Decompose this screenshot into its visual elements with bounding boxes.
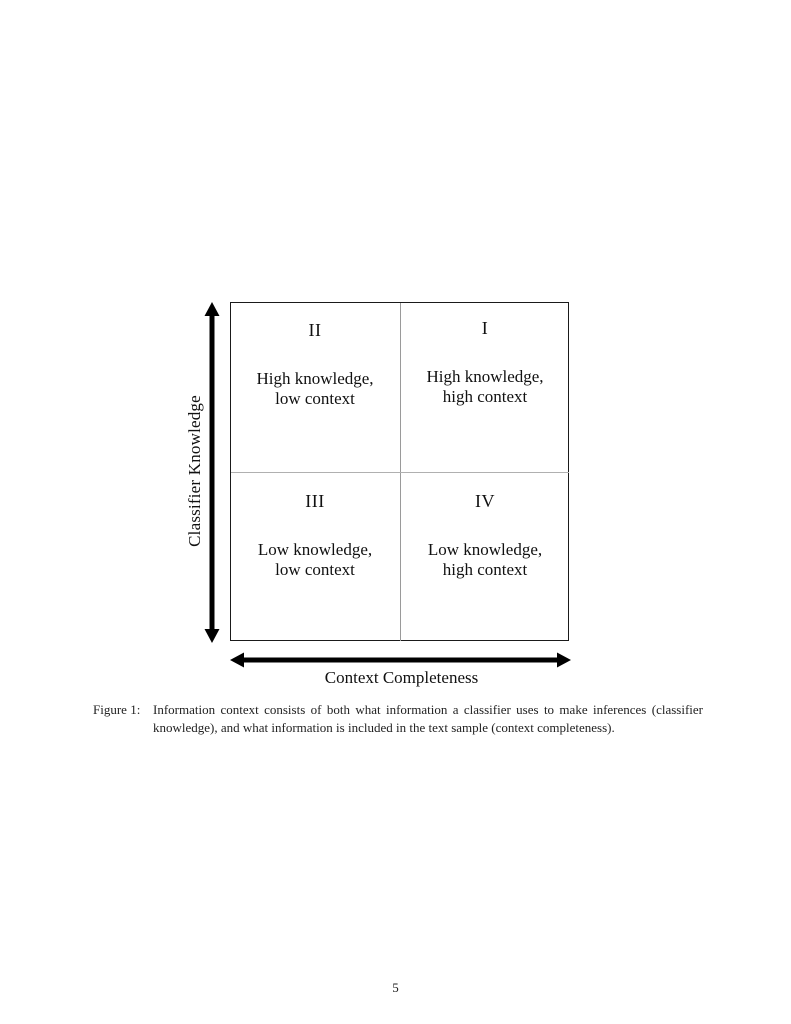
quadrant-i-line1: High knowledge,: [426, 367, 544, 386]
x-axis-label: Context Completeness: [324, 668, 479, 687]
quadrant-i-numeral: I: [481, 318, 489, 338]
quadrant-ii-line2: low context: [275, 389, 355, 408]
quadrant-i-line2: high context: [442, 387, 528, 406]
quadrant-ii-line1: High knowledge,: [256, 369, 374, 388]
quadrant-iii-numeral: III: [305, 491, 325, 511]
page-number: 5: [392, 980, 399, 995]
quadrant-iii-line2: low context: [275, 560, 355, 579]
quadrant-i: [400, 318, 570, 407]
quadrant-iv-numeral: IV: [475, 491, 495, 511]
y-axis-arrow: [205, 302, 220, 643]
caption-label: Figure 1:: [93, 702, 141, 717]
horizontal-divider: [231, 472, 569, 473]
quadrant-iv: [400, 491, 570, 580]
caption-text: Information context consists of both what information a classifier uses to make inferences (classifier knowledge), and what information is included in the text sample (context completeness).: [153, 702, 703, 735]
y-axis-label: Classifier Knowledge: [185, 395, 204, 547]
quadrant-ii: [230, 320, 400, 409]
quadrant-ii-numeral: II: [308, 320, 322, 340]
quadrant-iv-line2: high context: [442, 560, 528, 579]
quadrant-iii: [230, 491, 400, 580]
x-axis-arrow: [230, 653, 571, 668]
quadrant-iii-line1: Low knowledge,: [257, 540, 373, 559]
quadrant-iv-line1: Low knowledge,: [427, 540, 543, 559]
figure-caption: [93, 701, 703, 737]
